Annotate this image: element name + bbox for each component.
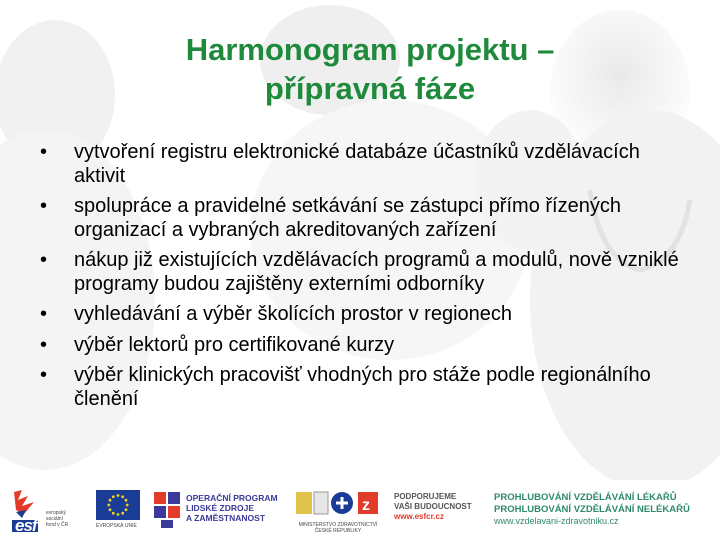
bullet-marker: • xyxy=(40,195,48,217)
bullet-marker: • xyxy=(40,141,48,163)
support-line: PODPORUJEME xyxy=(394,492,457,501)
op-line: LIDSKÉ ZDROJE xyxy=(186,503,255,513)
bullet-item xyxy=(36,303,696,327)
bullet-text: spolupráce a pravidelné setkávání se zástupci přímo řízených organizací a vybraných akreditovaných zařízení xyxy=(74,195,621,241)
bullet-item xyxy=(36,141,696,188)
esf-logo xyxy=(12,488,90,534)
bullet-text: nákup již existujících vzdělávacích programů a modulů, nově vzniklé programy budou zajištěny externími odborníky xyxy=(74,249,679,295)
ministry-line: ČESKÉ REPUBLIKY xyxy=(314,528,362,534)
eu-caption: EVROPSKÁ UNIE xyxy=(96,523,137,529)
bullet-marker: • xyxy=(40,249,48,271)
bullet-marker: • xyxy=(40,364,48,386)
op-line: OPERAČNÍ PROGRAM xyxy=(186,493,278,503)
bullet-text: výběr klinických pracovišť vhodných pro stáže podle regionálního členění xyxy=(74,364,651,410)
bullet-item xyxy=(36,334,696,358)
esf-caption: fond v ČR xyxy=(46,522,69,528)
ministry-logo xyxy=(292,488,384,534)
eu-flag-icon xyxy=(96,490,140,520)
bullet-item xyxy=(36,364,696,411)
svg-text:z: z xyxy=(362,497,370,514)
bullet-item xyxy=(36,195,696,242)
project-url[interactable]: www.vzdelavani-zdravotniku.cz xyxy=(494,516,619,526)
op-line: A ZAMĚSTNANOST xyxy=(186,513,266,523)
project-block xyxy=(494,492,716,532)
ministry-emblem-icon xyxy=(296,488,380,520)
ministry-line: MINISTERSTVO ZDRAVOTNICTVÍ xyxy=(298,522,378,528)
project-line: PROHLUBOVÁNÍ VZDĚLÁVÁNÍ NELÉKAŘŮ xyxy=(494,504,690,515)
esf-caption: sociální xyxy=(46,516,63,522)
support-block xyxy=(394,492,490,532)
footer-logo-strip xyxy=(0,480,720,540)
bullet-text: vyhledávání a výběr školících prostor v regionech xyxy=(74,303,512,325)
eu-logo xyxy=(96,490,142,534)
bullet-marker: • xyxy=(40,333,48,356)
bullet-text: výběr lektorů pro certifikované kurzy xyxy=(74,333,395,356)
bullet-text: vytvoření registru elektronické databáze účastníků vzdělávacích aktivit xyxy=(74,141,640,187)
esf-mark: esf xyxy=(15,516,37,535)
esf-caption: evropský xyxy=(46,510,67,516)
op-logo xyxy=(152,490,284,534)
support-line: VAŠI BUDOUCNOST xyxy=(394,502,472,511)
project-line: PROHLUBOVÁNÍ VZDĚLÁVÁNÍ LÉKAŘŮ xyxy=(494,492,677,503)
bullet-marker: • xyxy=(40,303,48,325)
slide-title xyxy=(70,30,670,108)
bullet-list xyxy=(36,141,696,418)
op-emblem-icon xyxy=(152,490,182,530)
title-line-1: Harmonogram projektu – xyxy=(185,32,555,67)
support-url: www.esfcr.cz xyxy=(394,512,444,521)
title-line-2: přípravná fáze xyxy=(264,71,476,106)
bullet-item xyxy=(36,249,696,296)
